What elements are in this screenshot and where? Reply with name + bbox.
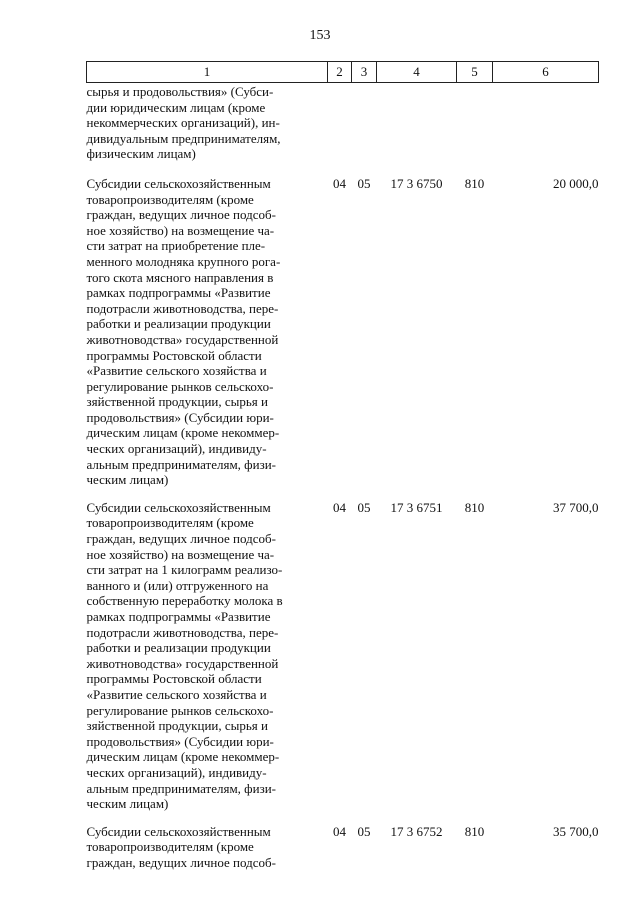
table-row-continuation <box>87 83 599 176</box>
column-header-6: 6 <box>493 62 599 83</box>
amount: 37 700,0 <box>553 499 599 515</box>
expense-type-code: 810 <box>464 823 485 839</box>
section-code: 04 <box>333 823 346 839</box>
table-header-row <box>87 62 599 83</box>
expense-type-code: 810 <box>464 499 485 515</box>
expense-type-code: 810 <box>464 175 485 191</box>
target-article-code: 17 3 6752 <box>390 823 443 839</box>
row-description: Субсидии сельскохозяйственным товаропроизводителям (кроме граждан, ведущих личное подсоб- <box>86 823 276 870</box>
subsection-code: 05 <box>357 823 371 839</box>
table-row <box>87 824 599 883</box>
column-header-3: 3 <box>352 62 377 83</box>
continuation-text: сырья и продовольствия» (Субси- дии юридическим лицам (кроме некоммерческих организаций), ин- дивидуальным предпринимателям, физическим лицам) <box>86 84 281 162</box>
column-header-1: 1 <box>87 62 328 83</box>
column-header-5: 5 <box>457 62 493 83</box>
section-code: 04 <box>333 175 346 191</box>
target-article-code: 17 3 6750 <box>390 175 443 191</box>
column-header-2: 2 <box>328 62 352 83</box>
subsection-code: 05 <box>357 499 371 515</box>
amount: 20 000,0 <box>553 175 599 191</box>
amount: 35 700,0 <box>553 823 599 839</box>
subsection-code: 05 <box>357 175 371 191</box>
column-header-4: 4 <box>377 62 457 83</box>
budget-table <box>86 61 599 883</box>
table-row <box>87 176 599 500</box>
table-row <box>87 500 599 824</box>
section-code: 04 <box>333 499 346 515</box>
row-description: Субсидии сельскохозяйственным товаропроизводителям (кроме граждан, ведущих личное подсоб- ное хозяйство) на возмещение ча- сти затрат на приобретение пле- менного молодняка крупного рога- того скота мясного направления в рамках подпрограммы «Развитие подотрасли животноводства, пере- работки и реализации продукции животноводства» государственной программы Ростовской области «Развитие сельского хозяйства и регулирование рынков сельскохо- зяйственной продукции, сырья и продовольствия» (Субсидии юри- дическим лицам (кроме некоммер- ческих организаций), индивиду- альным предпринимателям, физи- ческим лицам) <box>86 175 281 488</box>
row-description: Субсидии сельскохозяйственным товаропроизводителям (кроме граждан, ведущих личное подсоб- ное хозяйство) на возмещение ча- сти затрат на 1 килограмм реализо- ванного и (или) отгруженного на собственную переработку молока в рамках подпрограммы «Развитие подотрасли животноводства, пере- работки и реализации продукции животноводства» государственной программы Ростовской области «Развитие сельского хозяйства и регулирование рынков сельскохо- зяйственной продукции, сырья и продовольствия» (Субсидии юри- дическим лицам (кроме некоммер- ческих организаций), индивиду- альным предпринимателям, физи- ческим лицам) <box>86 499 283 812</box>
page-number: 153 <box>309 28 331 43</box>
target-article-code: 17 3 6751 <box>390 499 443 515</box>
